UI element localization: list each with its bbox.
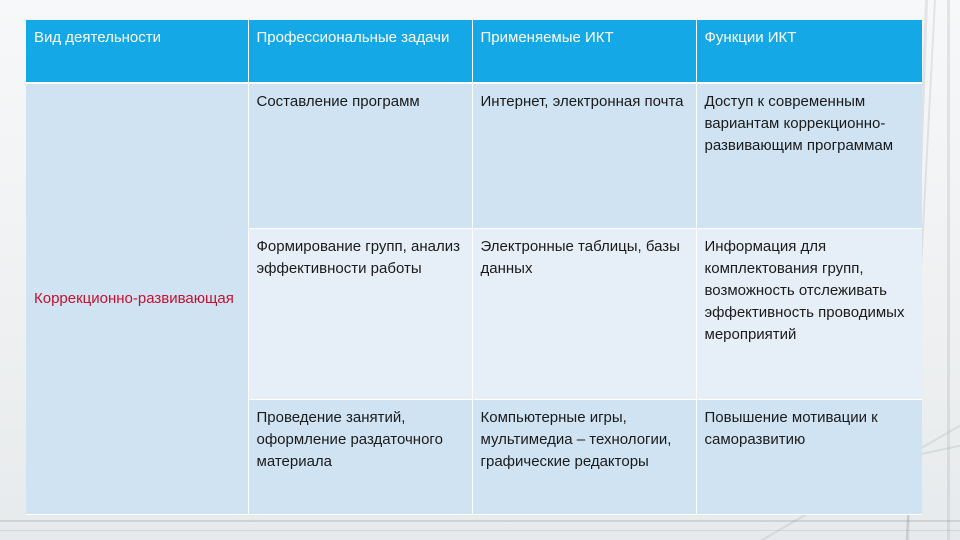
table-header-row bbox=[26, 20, 922, 83]
header-applied-ict: Применяемые ИКТ bbox=[472, 20, 696, 83]
function-cell: Информация для комплектования групп, возможность отслеживать эффективность проводимых мероприятий bbox=[696, 229, 922, 400]
ict-cell: Электронные таблицы, базы данных bbox=[472, 229, 696, 400]
ict-cell: Интернет, электронная почта bbox=[472, 83, 696, 229]
header-activity-type: Вид деятельности bbox=[26, 20, 248, 83]
header-ict-functions: Функции ИКТ bbox=[696, 20, 922, 83]
ict-cell: Компьютерные игры, мультимедиа – технологии, графические редакторы bbox=[472, 400, 696, 515]
ict-functions-table bbox=[26, 20, 922, 515]
activity-type-cell: Коррекционно-развивающая bbox=[26, 83, 248, 515]
header-professional-tasks: Профессиональные задачи bbox=[248, 20, 472, 83]
task-cell: Формирование групп, анализ эффективности работы bbox=[248, 229, 472, 400]
function-cell: Повышение мотивации к саморазвитию bbox=[696, 400, 922, 515]
table-row bbox=[26, 83, 922, 229]
task-cell: Составление программ bbox=[248, 83, 472, 229]
task-cell: Проведение занятий, оформление раздаточного материала bbox=[248, 400, 472, 515]
function-cell: Доступ к современным вариантам коррекционно-развивающим программам bbox=[696, 83, 922, 229]
